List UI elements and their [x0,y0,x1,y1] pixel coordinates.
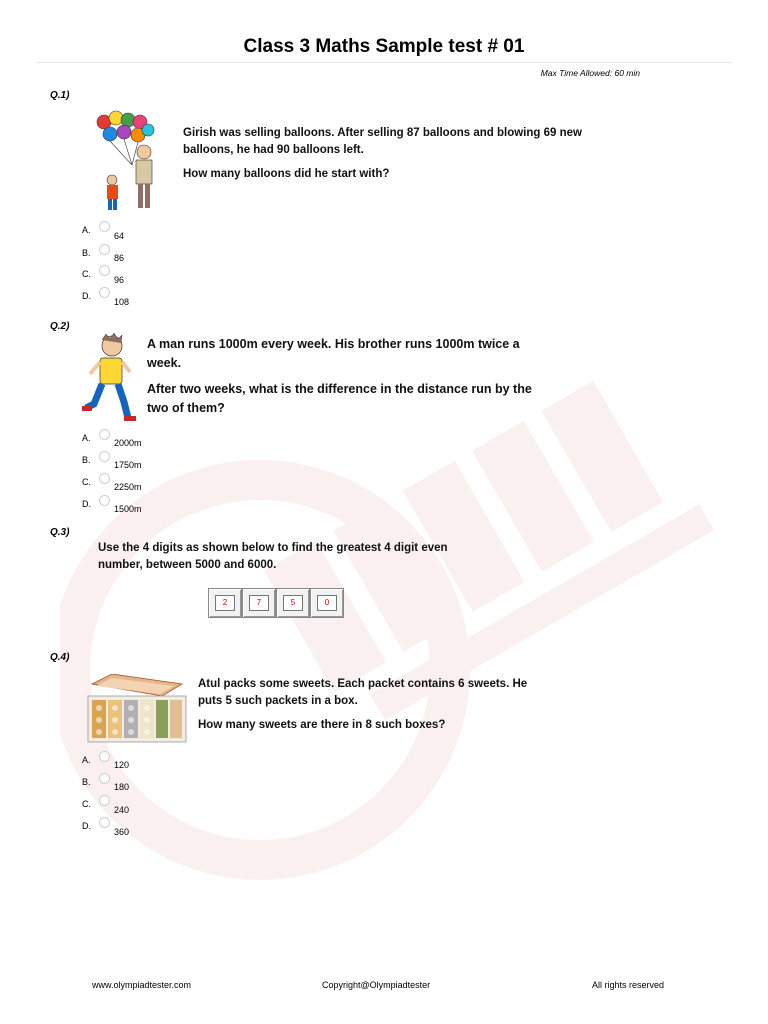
option-radio[interactable] [99,451,110,462]
option-radio[interactable] [99,495,110,506]
option-value: 1500m [114,504,142,514]
option-value: 360 [114,827,130,837]
option-letter: A. [82,225,91,235]
question-text: Atul packs some sweets. Each packet contains 6 sweets. He puts 5 such packets in a box. How many sweets are there in 8 such boxes? [198,678,528,731]
option-letter: B. [82,455,91,465]
option-letter: A. [82,755,91,765]
footer-website-link[interactable]: www.olympiadtester.com [92,980,192,990]
option-value: 64 [114,231,125,241]
option-radio[interactable] [99,221,110,232]
question-text: A man runs 1000m every week. His brother runs 1000m twice a week. After two weeks, what is the difference in the distance run by the two of them? [147,337,532,415]
option-letter: D. [82,499,91,509]
page-title: Class 3 Maths Sample test # 01 [243,36,525,57]
header-divider [36,62,732,63]
footer-rights: All rights reserved [592,980,665,990]
option-letter: D. [82,291,91,301]
option-letter: C. [82,269,91,279]
option-letter: A. [82,433,91,443]
question-number: Q.2) [50,321,70,332]
question-text: Girish was selling balloons. After selling 87 balloons and blowing 69 new balloons, he had 90 balloons left. How many balloons did he start with? [183,127,582,180]
option-letter: B. [82,248,91,258]
option-value: 240 [114,805,130,815]
option-radio[interactable] [99,265,110,276]
option-value: 180 [114,782,130,792]
option-value: 2000m [114,438,142,448]
sweets-box-illustration [82,674,188,746]
balloon-seller-illustration [94,110,164,214]
option-radio[interactable] [99,751,110,762]
option-value: 108 [114,297,130,307]
footer-copyright: Copyright@Olympiadtester [322,980,431,990]
option-radio[interactable] [99,795,110,806]
option-letter: C. [82,799,91,809]
option-value: 1750m [114,460,142,470]
digit-tile: 5 [276,588,310,618]
question-number: Q.1) [50,90,70,101]
max-time: Max Time Allowed: 60 min [540,68,640,78]
digit-tile: 2 [208,588,242,618]
option-radio[interactable] [99,429,110,440]
option-value: 96 [114,275,125,285]
option-radio[interactable] [99,773,110,784]
option-value: 86 [114,253,125,263]
question-number: Q.4) [50,652,70,663]
digit-tile: 7 [242,588,276,618]
option-value: 120 [114,760,130,770]
question-number: Q.3) [50,527,70,538]
option-value: 2250m [114,482,142,492]
question-text: Use the 4 digits as shown below to find the greatest 4 digit even number, between 5000 and 6000. [98,542,448,571]
option-letter: D. [82,821,91,831]
option-radio[interactable] [99,244,110,255]
option-letter: C. [82,477,91,487]
running-man-illustration [82,332,138,424]
digit-tile: 0 [310,588,344,618]
option-letter: B. [82,777,91,787]
option-radio[interactable] [99,287,110,298]
option-radio[interactable] [99,473,110,484]
option-radio[interactable] [99,817,110,828]
